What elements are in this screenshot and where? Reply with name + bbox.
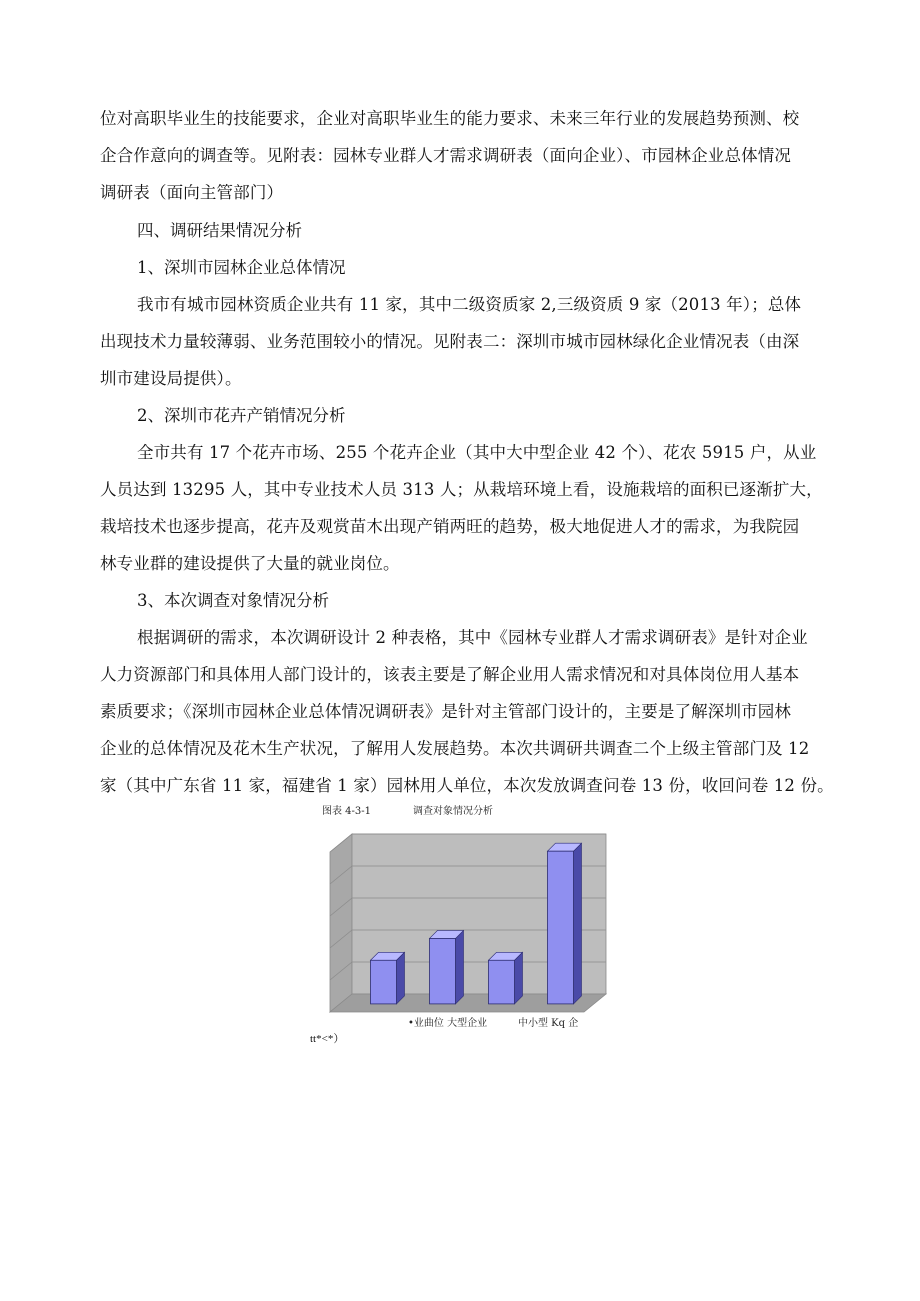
- section-3-title: 3、本次调查对象情况分析: [137, 591, 329, 610]
- text-line: 根据调研的需求，本次调研设计 2 种表格，其中《园林专业群人才需求调研表》是针对企业: [137, 628, 808, 647]
- footer-note: tt*<*）: [310, 1033, 345, 1045]
- chart-caption-number: 图表 4-3-1: [322, 806, 372, 817]
- chart-bar: [371, 960, 397, 1004]
- chart-bar: [430, 938, 456, 1003]
- text-line: 人员达到 13295 人，其中专业技术人员 313 人；从栽培环境上看，设施栽培的面积已逐渐扩大，: [100, 480, 823, 499]
- chart-left-wall: [330, 834, 352, 1012]
- text-line: 栽培技术也逐步提高，花卉及观赏苗木出现产销两旺的趋势，极大地促进人才的需求，为我院园: [100, 517, 800, 536]
- text-line: 素质要求；《深圳市园林企业总体情况调研表》是针对主管部门设计的，主要是了解深圳市园林: [100, 702, 792, 721]
- text-line: 林专业群的建设提供了大量的就业岗位。: [100, 554, 400, 573]
- section-4-title: 四、调研结果情况分析: [137, 221, 302, 240]
- chart-category-label: 中小型 Kq 企: [518, 1018, 579, 1029]
- text-line: 圳市建设局提供）。: [100, 369, 242, 388]
- chart-bar-side: [456, 930, 464, 1003]
- text-line: 人力资源部门和具体用人部门设计的，该表主要是了解企业用人需求情况和对具体岗位用人基本: [100, 665, 800, 684]
- chart-bar: [548, 851, 574, 1004]
- text-line: 调研表（面向主管部门）: [100, 183, 284, 202]
- chart-bar-side: [515, 952, 523, 1004]
- chart-category-label: •业曲位 大型企业: [408, 1018, 488, 1029]
- chart-caption-title: 调查对象情况分析: [413, 806, 493, 817]
- text-line: 企合作意向的调查等。见附表：园林专业群人才需求调研表（面向企业）、市园林企业总体情况: [100, 146, 792, 165]
- text-line: 企业的总体情况及花木生产状况，了解用人发展趋势。本次共调研共调查二个上级主管部门及 12: [100, 739, 810, 758]
- chart-bar-side: [397, 952, 405, 1004]
- section-2-body: [100, 434, 828, 582]
- section-3-body: [100, 619, 834, 804]
- paragraph-intro: [100, 100, 828, 211]
- text-line: 出现技术力量较薄弱、业务范围较小的情况。见附表二：深圳市城市园林绿化企业情况表（由深: [100, 332, 800, 351]
- bar-chart: [320, 822, 620, 1052]
- section-1-body: [100, 286, 828, 397]
- text-line: 我市有城市园林资质企业共有 11 家，其中二级资质家 2,三级资质 9 家（2013 年）；总体: [137, 295, 802, 314]
- text-line: 全市共有 17 个花卉市场、255 个花卉企业（其中大中型企业 42 个）、花农 5915 户，从业: [137, 443, 817, 462]
- section-1-title: 1、深圳市园林企业总体情况: [137, 258, 346, 277]
- section-2-title: 2、深圳市花卉产销情况分析: [137, 406, 346, 425]
- chart-bar: [489, 960, 515, 1004]
- text-line: 家（其中广东省 11 家，福建省 1 家）园林用人单位，本次发放调查问卷 13 份，收回问卷 12 份。: [100, 776, 834, 795]
- chart-bar-side: [574, 843, 582, 1004]
- text-line: 位对高职毕业生的技能要求，企业对高职毕业生的能力要求、未来三年行业的发展趋势预测、校: [100, 109, 800, 128]
